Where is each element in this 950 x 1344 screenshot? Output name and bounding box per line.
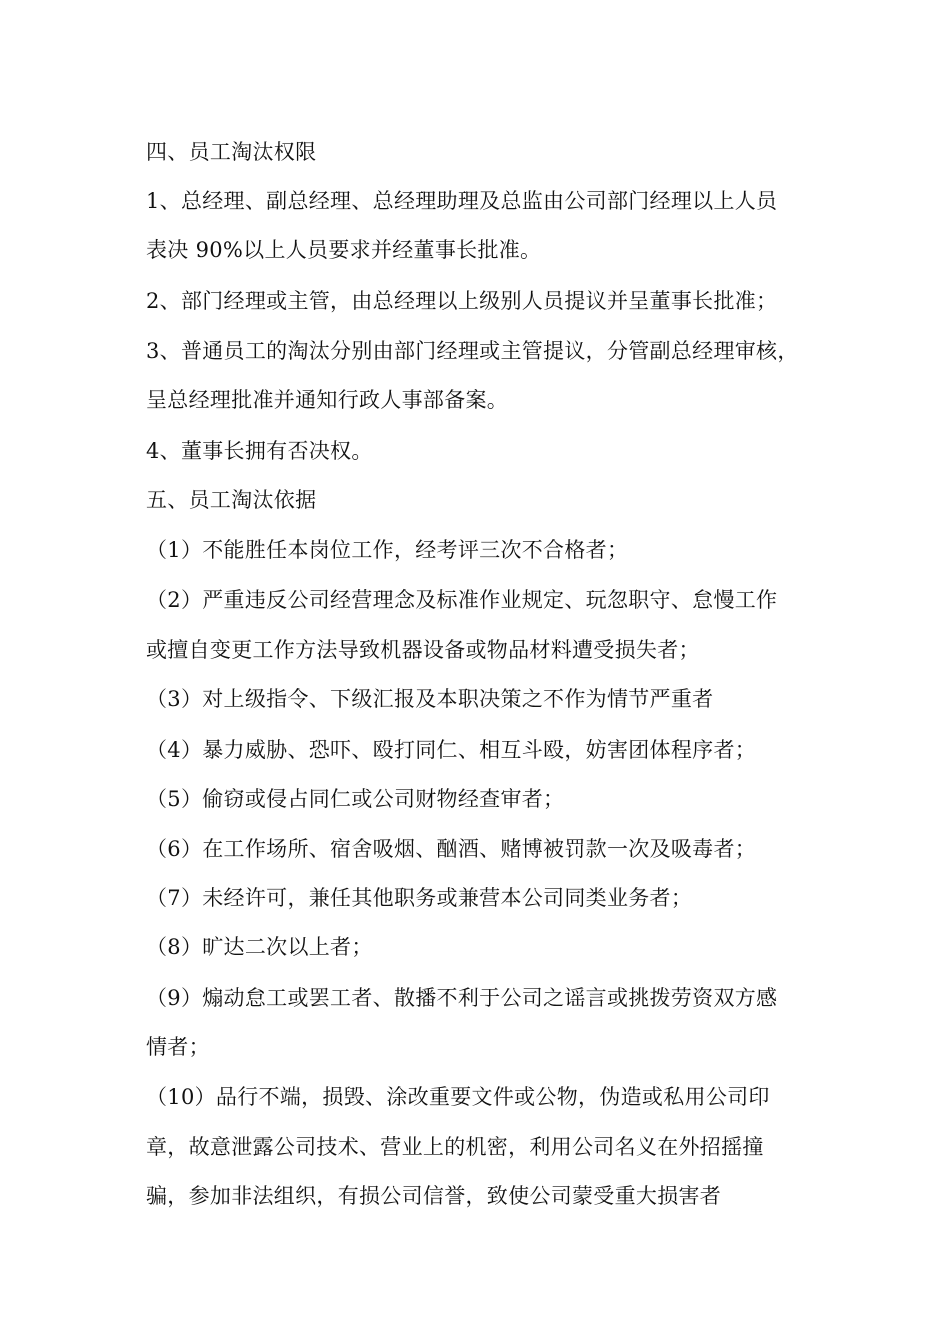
list-item-line: （9）煽动怠工或罢工者、散播不利于公司之谣言或挑拨劳资双方感 — [146, 986, 778, 1010]
section-5-heading: 五、员工淘汰依据 — [146, 488, 317, 512]
list-item-line: 章，故意泄露公司技术、营业上的机密，利用公司名义在外招摇撞 — [146, 1135, 764, 1159]
paragraph-line: 表决 90%以上人员要求并经董事长批准。 — [146, 238, 542, 262]
paragraph-line: 呈总经理批准并通知行政人事部备案。 — [146, 388, 509, 412]
list-item-line: （2）严重违反公司经营理念及标准作业规定、玩忽职守、怠慢工作 — [146, 588, 778, 612]
paragraph-line: 3、普通员工的淘汰分别由部门经理或主管提议，分管副总经理审核， — [146, 339, 799, 363]
list-item-line: （8）旷达二次以上者； — [146, 935, 373, 959]
list-item-line: （1）不能胜任本岗位工作，经考评三次不合格者； — [146, 538, 629, 562]
list-item-line: （5）偷窃或侵占同仁或公司财物经查审者； — [146, 787, 565, 811]
paragraph-line: 2、部门经理或主管，由总经理以上级别人员提议并呈董事长批准； — [146, 289, 778, 313]
list-item-line: 骗，参加非法组织，有损公司信誉，致使公司蒙受重大损害者 — [146, 1184, 722, 1208]
list-item-line: 情者； — [146, 1035, 210, 1059]
list-item-line: （3）对上级指令、下级汇报及本职决策之不作为情节严重者 — [146, 687, 714, 711]
list-item-line: 或擅自变更工作方法导致机器设备或物品材料遭受损失者； — [146, 638, 700, 662]
list-item-line: （10）品行不端，损毁、涂改重要文件或公物，伪造或私用公司印 — [146, 1085, 770, 1109]
paragraph-line: 4、董事长拥有否决权。 — [146, 439, 373, 463]
list-item-line: （7）未经许可，兼任其他职务或兼营本公司同类业务者； — [146, 886, 693, 910]
section-4-heading: 四、员工淘汰权限 — [146, 140, 317, 164]
paragraph-line: 1、总经理、副总经理、总经理助理及总监由公司部门经理以上人员 — [146, 189, 778, 213]
list-item-line: （4）暴力威胁、恐吓、殴打同仁、相互斗殴，妨害团体程序者； — [146, 738, 757, 762]
list-item-line: （6）在工作场所、宿舍吸烟、酗酒、赌博被罚款一次及吸毒者； — [146, 837, 757, 861]
